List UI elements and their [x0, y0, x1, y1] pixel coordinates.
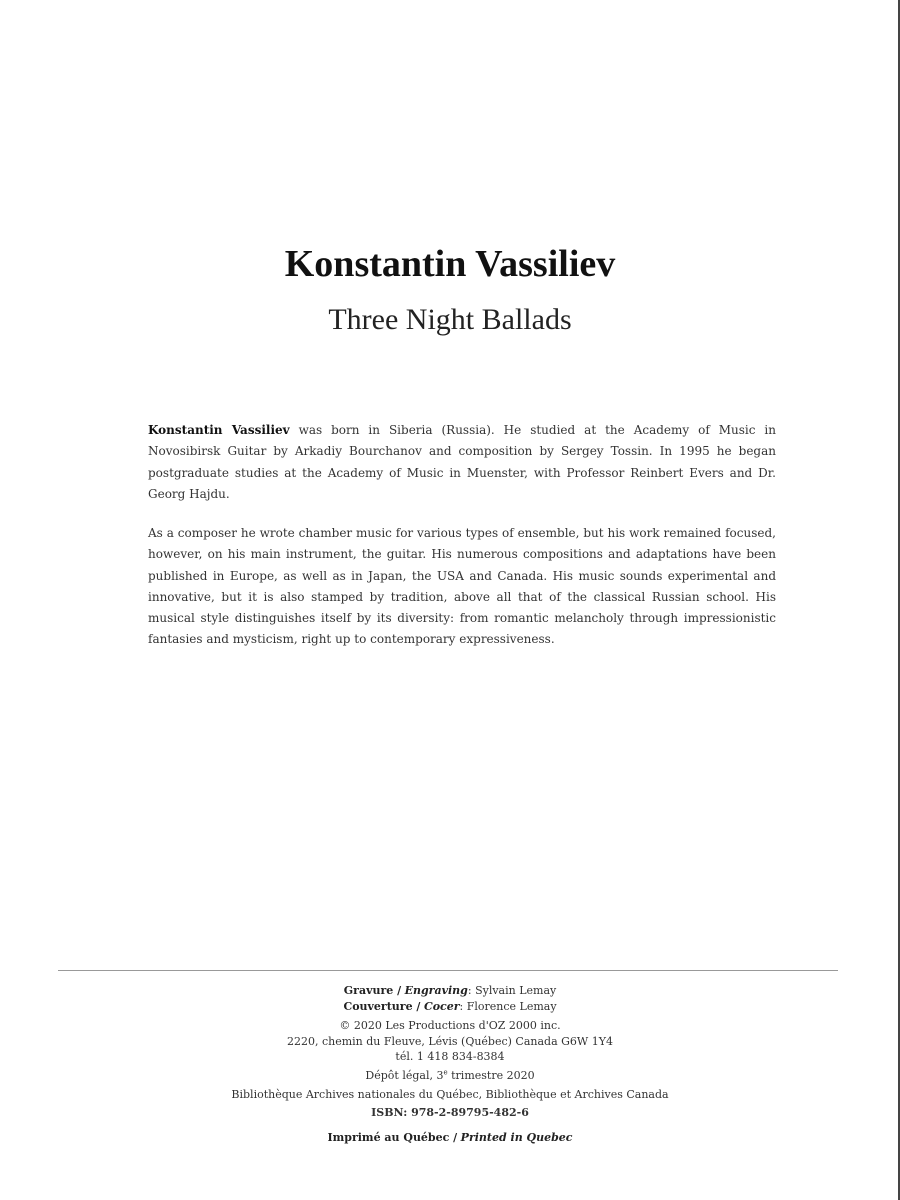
- composer-name: Konstantin Vassiliev: [284, 243, 616, 285]
- publisher-info: [0, 1018, 900, 1065]
- library-line: Bibliothèque Archives nationales du Québec, Bibliothèque et Archives Canada: [231, 1088, 669, 1101]
- biography-paragraph-1: [148, 420, 776, 505]
- credits: [0, 983, 900, 1014]
- cover-credit: Couverture / Cocer: Florence Lemay: [343, 999, 557, 1013]
- publisher-phone: tél. 1 418 834-8384: [395, 1050, 505, 1063]
- printed-in: Imprimé au Québec / Printed in Quebec: [327, 1131, 573, 1144]
- bio-text-1: was born in Siberia (Russia). He studied at the Academy of Music in Novosibirsk Guitar by Arkadiy Bourchanov and composition by Sergey Tossin. In 1995 he began postgraduate studies at the Academy of Music in Muenster, with Professor Reinbert Evers and Dr. Georg Hajdu.: [148, 423, 776, 501]
- divider-rule: [58, 970, 838, 971]
- biography-paragraph-2: As a composer he wrote chamber music for various types of ensemble, but his work remained focused, however, on his main instrument, the guitar. His numerous compositions and adaptations have been published in Europe, as well as in Japan, the USA and Canada. His music sounds experimental and innovative, but it is also stamped by tradition, above all that of the classical Russian school. His musical style distinguishes itself by its diversity: from romantic melancholy through impressionistic fantasies and mysticism, right up to contemporary expressiveness.: [148, 526, 776, 647]
- legal-deposit: Dépôt légal, 3e trimestre 2020: [365, 1068, 535, 1082]
- publisher-address: 2220, chemin du Fleuve, Lévis (Québec) Canada G6W 1Y4: [286, 1034, 613, 1048]
- engraving-credit: Gravure / Engraving: Sylvain Lemay: [343, 984, 557, 997]
- bio-composer-name: Konstantin Vassiliev: [148, 423, 290, 437]
- isbn: ISBN: 978-2-89795-482-6: [371, 1106, 529, 1119]
- work-title: Three Night Ballads: [328, 303, 572, 336]
- copyright-line: © 2020 Les Productions d'OZ 2000 inc.: [339, 1019, 561, 1032]
